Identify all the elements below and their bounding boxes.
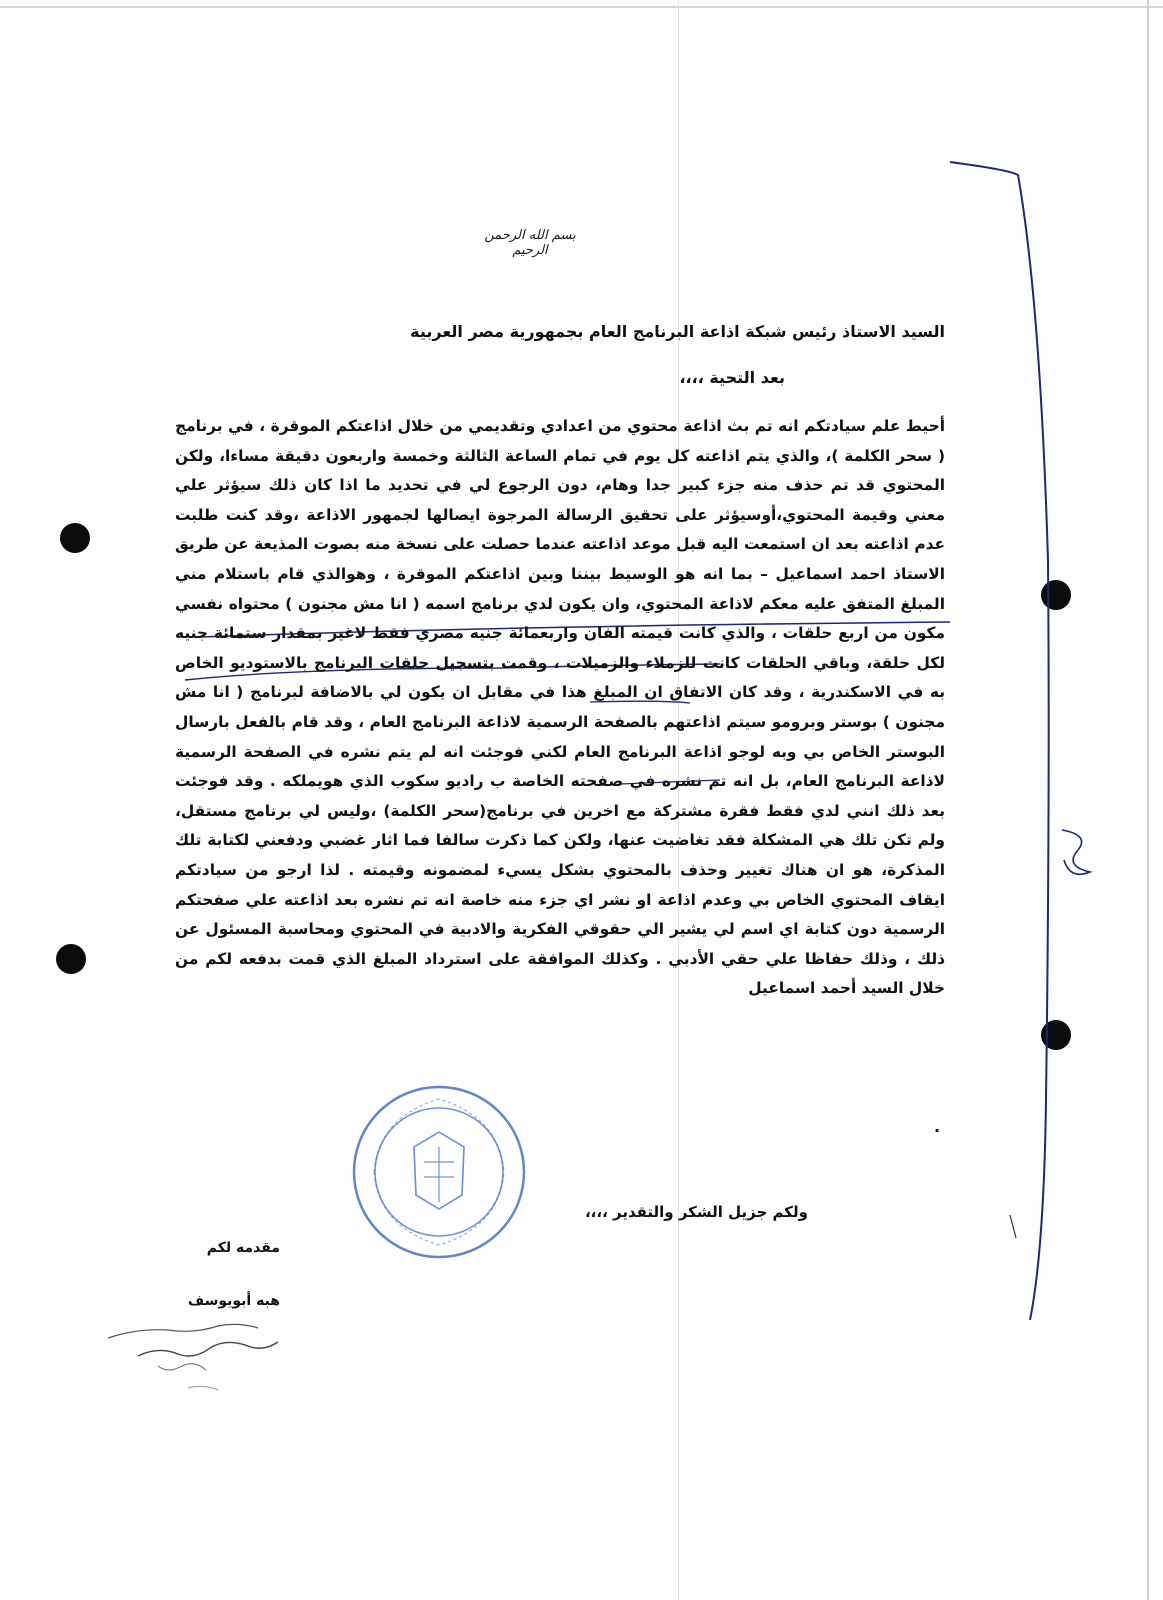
handwritten-signature [98,1308,298,1398]
period-mark: . [934,1117,941,1136]
closing-line: ولكم جزيل الشكر والتقدير ،،،، [584,1203,808,1221]
letter-body [175,412,945,1004]
sender-name: هبه أبويوسف [187,1293,280,1309]
salutation: السيد الاستاذ رئيس شبكة اذاعة البرنامج العام بجمهورية مصر العربية [410,322,945,341]
official-stamp [344,1077,534,1267]
greeting: بعد التحية ،،،، [679,368,785,387]
basmala: بسم الله الرحمن الرحيم [484,228,576,258]
presented-by: مقدمه لكم [206,1240,280,1256]
body-paragraph: أحيط علم سيادتكم انه تم بث اذاعة محتوي من اعدادي وتقديمي من خلال اذاعتكم الموقرة ، في برنامج ( سحر الكلمة )، والذي يتم اذاعته كل يوم في تمام الساعة الثالثة وخمسة واربعون دقيقة مساءا، ولكن المحتوي قد تم حذف منه جزء كبير جدا وهام، دون الرجوع لي في تحديد ما اذا كان ذلك سيؤثر علي معني وقيمة المحتوي،أوسيؤثر على تحقيق الرسالة المرجوة ايصالها لجمهور الاذاعة ،وقد كنت طلبت عدم اذاعته بعد ان استمعت اليه قبل موعد اذاعته عندما حصلت على نسخة منه بصوت المذيعة عن طريق الاستاذ احمد اسماعيل – بما انه هو الوسيط بيننا وبين اذاعتكم الموقرة ، وهوالذي قام باستلام مني المبلغ المتفق عليه معكم لاذاعة المحتوي، وان يكون لدي برنامج اسمه ( انا مش مجنون ) محتواه نفسي مكون من اربع حلقات ، والذي كانت قيمته الفان واربعمائة جنيه مصري فقط لاغير بمقدار ستمائة جنيه لكل حلقة، وباقي الحلقات كانت للزملاء والزميلات ، وقمت بتسجيل حلقات البرنامج بالاستوديو الخاص به في الاسكندرية ، وقد كان الاتفاق ان المبلغ هذا في مقابل ان يكون لي بالاضافة لبرنامج ( انا مش مجنون ) بوستر وبرومو سيتم اذاعتهم بالصفحة الرسمية لاذاعة البرنامج العام ، وقد قام بالفعل بارسال البوستر الخاص بي وبه لوجو اذاعة البرنامج العام لكني فوجئت انه لم يتم نشره في الصفحة الرسمية لاذاعة البرنامج العام، بل انه تم نشره في صفحته الخاصة ب راديو سكوب الذي هويملكه . وقد فوجئت بعد ذلك انني لدي فقط فقرة مشتركة مع اخرين في برنامج(سحر الكلمة) ،وليس لي برنامج مستقل، ولم تكن تلك هي المشكلة فقد تغاضيت عنها، ولكن كما ذكرت سالفا فما اثار غضبي ودفعني لكتابة تلك المذكرة، هو ان هناك تغيير وحذف بالمحتوي بشكل يسيء لمضمونه وقيمته . لذا ارجو من سيادتكم ايقاف المحتوي الخاص بي وعدم اذاعة او نشر اي جزء منه خاصة انه تم نشره بعد اذاعته علي صفحتكم الرسمية دون كتابة اي اسم لي يشير الي حقوقي الفكرية والادبية في المحتوي ومحاسبة المسئول عن ذلك ، وذلك حفاظا علي حقي الأدبي . وكذلك الموافقة على استرداد المبلغ الذي قمت بدفعه لكم من خلال السيد أحمد اسماعيل [175,417,945,998]
